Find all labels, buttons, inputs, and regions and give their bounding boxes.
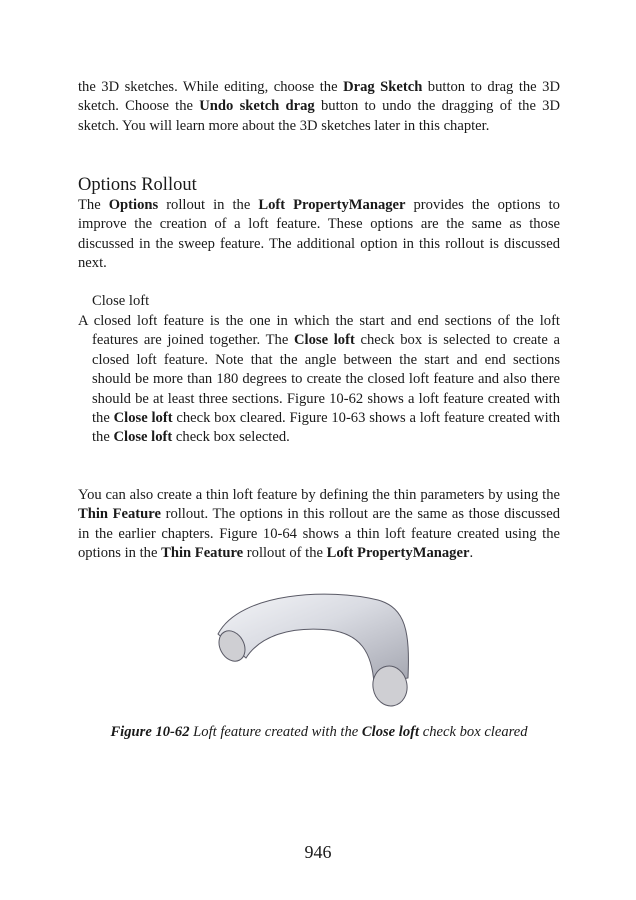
- options-rollout-heading: Options Rollout: [78, 175, 197, 195]
- page-number: 946: [304, 842, 332, 862]
- figure-label: Figure 10-62: [110, 724, 190, 740]
- loft-feature-figure: [210, 590, 420, 710]
- figure-caption: Figure 10-62 Loft feature created with the Close loft check box cleared: [110, 724, 528, 740]
- intro-paragraph: the 3D sketches. While editing, choose the Drag Sketch button to drag the 3D sketch. Choose the Undo sketch drag button to undo the dragging of the 3D sketch. You will learn more about the 3D sketches later in this chapter.: [78, 79, 560, 134]
- undo-sketch-drag-term: Undo sketch drag: [199, 98, 315, 115]
- close-loft-paragraph: A closed loft feature is the one in which the start and end sections of the loft features are joined together. The Close loft check box is selected to create a closed loft feature. Note that the angle between the start and end sections should be more than 180 degrees to create the closed loft feature and also there should be at least three sections. Figure 10-62 shows a loft feature created with the Close loft check box cleared. Figure 10-63 shows a loft feature created with the Close loft check box selected.: [78, 313, 560, 446]
- thin-feature-paragraph: You can also create a thin loft feature by defining the thin parameters by using the Thin Feature rollout. The options in this rollout are the same as those discussed in the earlier chapters. Figure 10-64 shows a thin loft feature created using the options in the Thin Feature rollout of the Loft PropertyManager.: [78, 487, 561, 562]
- drag-sketch-term: Drag Sketch: [343, 79, 423, 95]
- close-loft-heading: Close loft: [92, 293, 150, 309]
- options-paragraph: The Options rollout in the Loft PropertyManager provides the options to improve the creation of a loft feature. These options are the same as those discussed in the sweep feature. The additional option in this rollout is discussed next.: [78, 197, 560, 272]
